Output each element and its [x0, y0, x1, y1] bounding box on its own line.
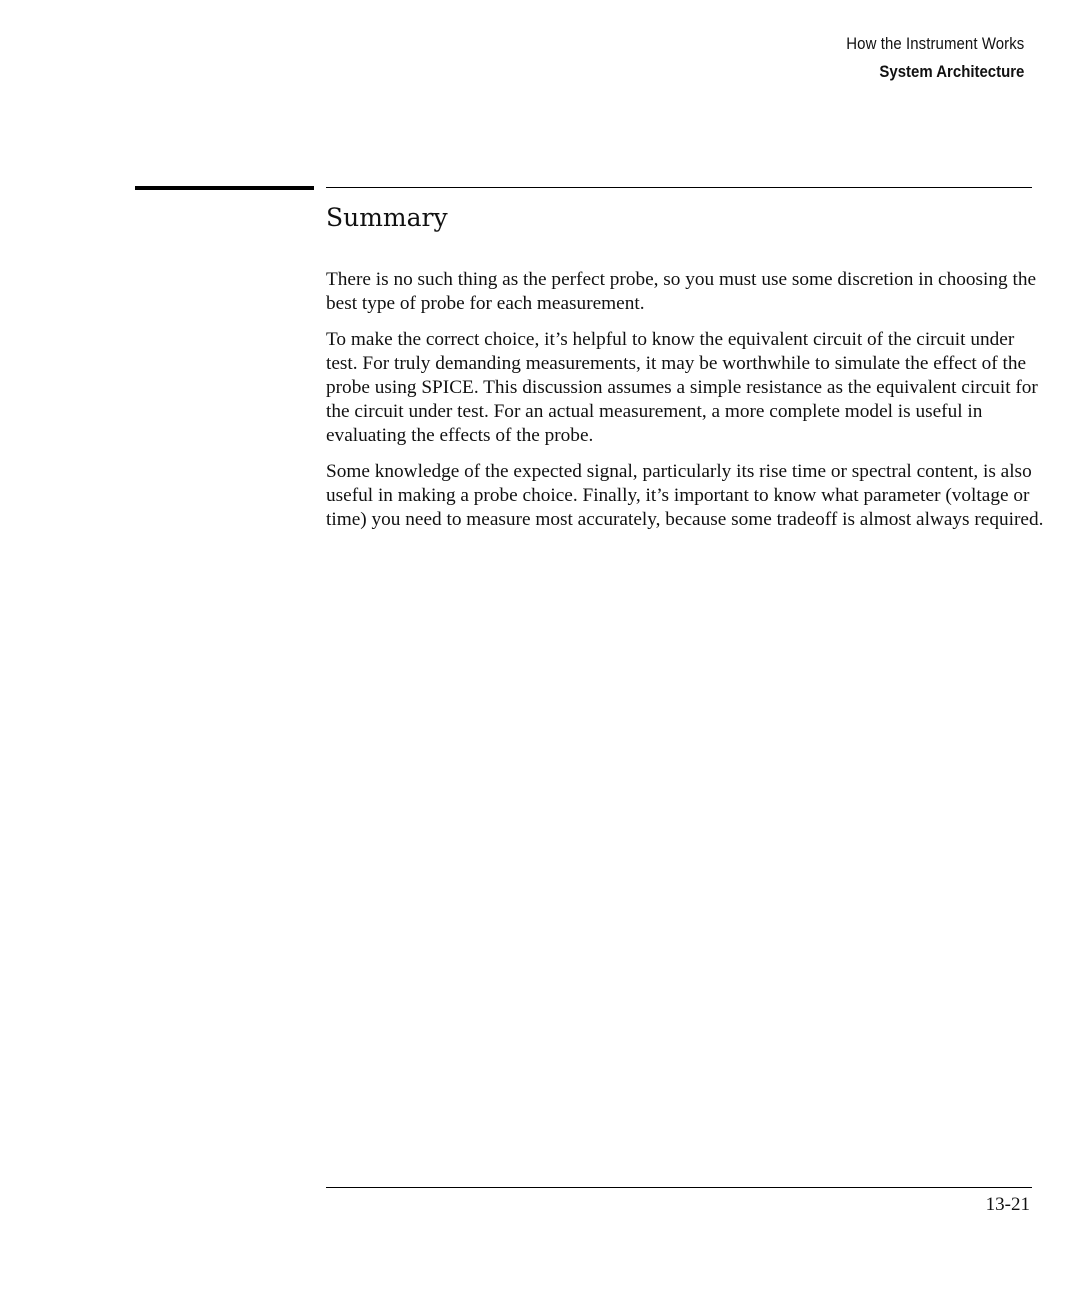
- body-text: [326, 268, 1046, 544]
- footer-rule: [326, 1187, 1032, 1188]
- paragraph-1: There is no such thing as the perfect probe, so you must use some discretion in choosing the best type of probe for each measurement.: [326, 269, 1037, 314]
- paragraph-2: To make the correct choice, it’s helpful to know the equivalent circuit of the circuit under test. For truly demanding measurements, it may be worthwhile to simulate the effect of the probe using SPICE. This discussion assumes a simple resistance as the equivalent circuit for the circuit under test. For an actual measurement, a more complete model is useful in evaluating the effects of the probe.: [326, 329, 1038, 446]
- page-number: 13-21: [985, 1194, 1030, 1215]
- side-rule: [135, 186, 314, 190]
- page-title: Summary: [326, 203, 448, 232]
- top-rule: [326, 187, 1032, 188]
- running-header: [822, 30, 1024, 86]
- chapter-title: How the Instrument Works: [845, 34, 1024, 53]
- paragraph-3: Some knowledge of the expected signal, particularly its rise time or spectral content, is also useful in making a probe choice. Finally, it’s important to know what parameter (voltage or time) you need to measure most accurately, because some tradeoff is almost always required.: [326, 461, 1044, 530]
- section-name: System Architecture: [879, 62, 1024, 81]
